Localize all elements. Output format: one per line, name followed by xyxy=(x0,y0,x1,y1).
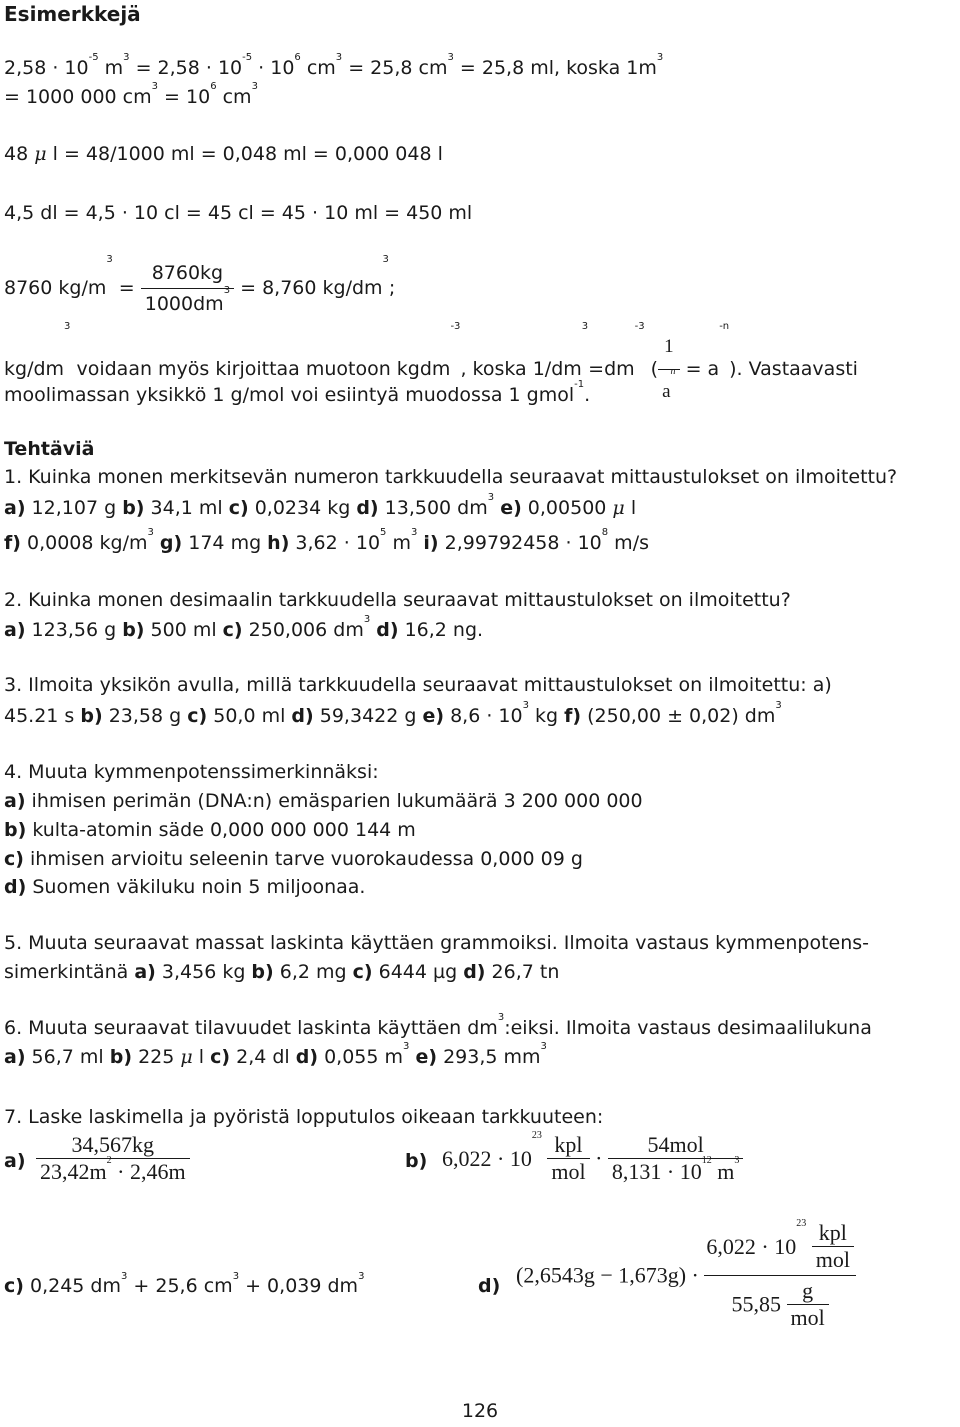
task-1-row-1: a) 12,107 g b) 34,1 ml c) 0,0234 kg d) 13,500 $dm^3$ e) 0,00500 μ l xyxy=(4,492,637,519)
task-7-c: c) 0,245 $dm^3 + 25,6$ $cm^3 + 0,039$ $dm^3$ xyxy=(4,1271,365,1297)
example-3: 4,5 dl = 4,5 · 10 cl = 45 cl = 45 · 10 ml = 450 ml xyxy=(4,202,473,224)
task-5-row-1: simerkintänä a) 3,456 kg b) 6,2 mg c) 6444 µg d) 26,7 tn xyxy=(4,961,560,983)
example-2: 48 μ l = 48/1000 ml = 0,048 ml = 0,000 048 l xyxy=(4,143,443,165)
task-7-b-expression: $6,022 \cdot 10^{23}$ $\frac{\text{kpl}}{\text{mol}}$ · $\frac{\text{54mol}}{8,131 \cdot 10^{12} m^3}$ xyxy=(442,1132,743,1185)
reciprocal-fraction: $\frac{1}{a^n}$ xyxy=(658,325,679,414)
example-6: moolimassan yksikkö 1 g/mol voi esiintyä muodossa 1 gmol$^{-1}$. xyxy=(4,379,591,406)
example-5: $kg/dm^3$ voidaan myös kirjoittaa muotoon kgdm$^{-3}$, koska $1/dm^3=dm^{-3}$ ( $\frac{1}{a^n}$ = $a^{-n}$). Vastaavasti xyxy=(4,325,858,414)
task-3-question: 3. Ilmoita yksikön avulla, millä tarkkuudella seuraavat mittaustulokset on ilmoitettu: a) xyxy=(4,674,832,696)
task-7-d-expression: (2,6543g − 1,673g) · $6,022 \cdot 10^{23}$ $\frac{\text{kpl}}{\text{mol}}$ 55,85 $\frac{g}{\text{mol}}$ xyxy=(516,1220,856,1331)
task-6-row-1: a) 56,7 ml b) 225 μ l c) 2,4 dl d) 0,055 $m^3$ e) 293,5 $mm^3$ xyxy=(4,1041,547,1068)
task-7-a-fraction: $\frac{34,567kg}{23,42m^2 \cdot 2,46m}$ xyxy=(36,1132,190,1185)
task-1-question: 1. Kuinka monen merkitsevän numeron tarkkuudella seuraavat mittaustulokset on ilmoitettu? xyxy=(4,466,898,488)
task-7-question: 7. Laske laskimella ja pyöristä lopputulos oikeaan tarkkuuteen: xyxy=(4,1106,604,1128)
task-2-row-1: a) 123,56 g b) 500 ml c) 250,006 $dm^3$ d) 16,2 ng. xyxy=(4,614,484,641)
task-7-b-label: b) xyxy=(405,1150,428,1172)
example-1-line-1: $2,58 \cdot 10^{-5}$ $m^3 = 2,58 \cdot 10^{-5} \cdot 10^6$ $cm^3 = 25,8$ $cm^3 = 25,8$ ml, koska $1m^3$ xyxy=(4,52,664,79)
density-fraction: $\frac{8760kg}{1000dm^3}$ xyxy=(141,258,234,319)
task-6-question: 6. Muuta seuraavat tilavuudet laskinta käyttäen $dm^3:eiksi$. Ilmoita vastaus desimaalilukuna xyxy=(4,1012,872,1039)
mu-symbol: μ xyxy=(34,143,47,165)
task-3-row-1: 45.21 s b) 23,58 g c) 50,0 ml d) 59,3422 g e) $8,6 \cdot 10^3$ kg f) (250,00 ± 0,02) $dm^3$ xyxy=(4,700,782,727)
examples-heading: Esimerkkejä xyxy=(4,2,141,26)
task-2-question: 2. Kuinka monen desimaalin tarkkuudella seuraavat mittaustulokset on ilmoitettu? xyxy=(4,589,791,611)
task-4-d: d) Suomen väkiluku noin 5 miljoonaa. xyxy=(4,876,366,898)
task-4-question: 4. Muuta kymmenpotenssimerkinnäksi: xyxy=(4,761,379,783)
task-4-a: a) ihmisen perimän (DNA:n) emäsparien lukumäärä 3 200 000 000 xyxy=(4,790,643,812)
task-4-c: c) ihmisen arvioitu seleenin tarve vuorokaudessa 0,000 09 g xyxy=(4,848,583,870)
page-number: 126 xyxy=(461,1400,499,1422)
task-5-question: 5. Muuta seuraavat massat laskinta käyttäen grammoiksi. Ilmoita vastaus kymmenpotens- xyxy=(4,932,870,954)
example-1-line-2: = 1000 000 $cm^3 = 10^6$ $cm^3$ xyxy=(4,81,258,108)
task-7-d-label: d) xyxy=(478,1275,501,1297)
tasks-heading: Tehtäviä xyxy=(4,438,95,460)
task-4-b: b) kulta-atomin säde 0,000 000 000 144 m xyxy=(4,819,416,841)
task-7-a-label: a) xyxy=(4,1150,26,1172)
example-4: 8760 $kg/m^3$ = $\frac{8760kg}{1000dm^3}$ = 8,760 $kg/dm^3$; xyxy=(4,258,395,319)
task-1-row-2: f) 0,0008 $kg/m^3$ g) 174 mg h) $3,62 \cdot 10^5$ $m^3$ i) $2,99792458 \cdot 10^8$ m/s xyxy=(4,527,649,554)
